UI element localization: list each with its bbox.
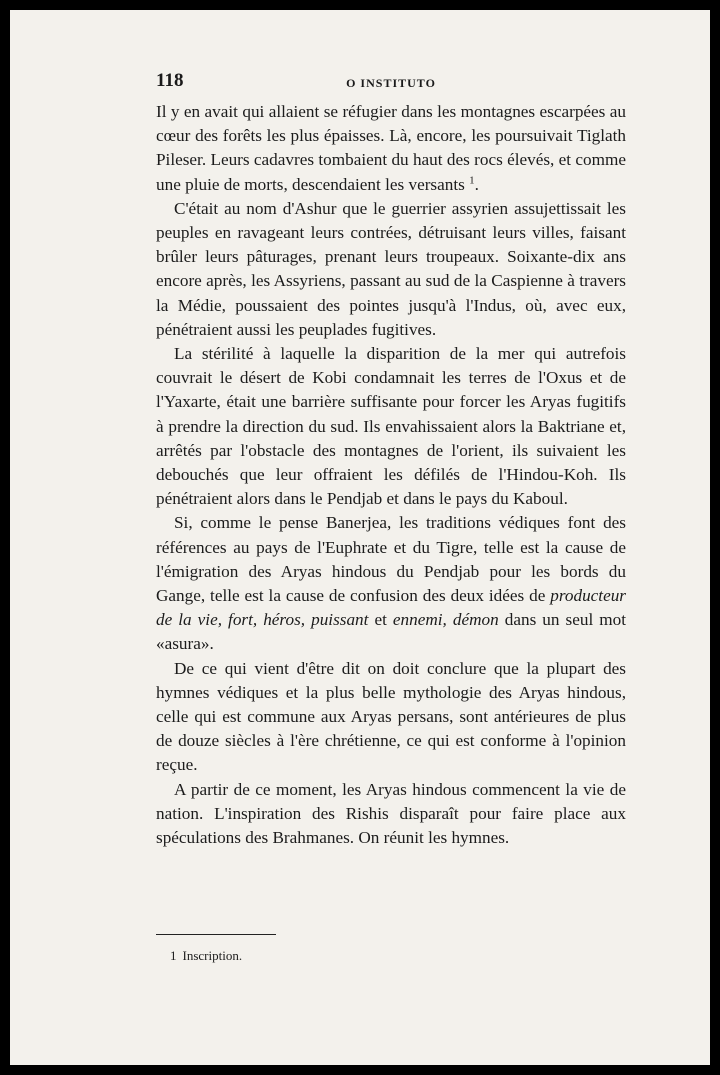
paragraph-2: C'était au nom d'Ashur que le guerrier assyrien assujettissait les peuples en ravageant leurs contrées, détruisant leurs villes, faisant brûler leurs pâturages, prenant leurs troupeaux. Soixante-dix ans encore après, les Assyriens, passant au sud de la Caspienne à travers la Médie, poussaient des pointes jusqu'à l'Indus, où, avec eux, pénétraient aussi les peuplades fugitives. — [156, 198, 626, 339]
paragraph-4-italic-1: producteur de la vie, fort, héros, puissant — [156, 586, 626, 630]
paragraph-4-post: dans un seul mot «asura». — [156, 610, 626, 654]
footnote-divider — [156, 934, 276, 935]
page-number: 118 — [156, 70, 184, 91]
footnote-number: 1 — [170, 948, 177, 963]
paragraph-6: A partir de ce moment, les Aryas hindous commencent la vie de nation. L'inspiration des Rishis disparaît pour faire place aux spéculations des Brahmanes. On réunit les hymnes. — [156, 779, 626, 848]
page-header — [156, 70, 626, 100]
footnote-ref: 1 — [469, 173, 475, 186]
paragraph-1-end: . — [474, 174, 479, 194]
paragraph-4-italic-2: ennemi, démon — [392, 610, 499, 630]
paragraph-5: De ce qui vient d'être dit on doit conclure que la plupart des hymnes védiques et la plus belle mythologie des Aryas hindous, celle qui est commune aux Aryas persans, sont antérieures de plus de douze siècles à l'ère chrétienne, ce qui est conforme à l'opinion reçue. — [156, 658, 626, 775]
paragraph-1-text: Il y en avait qui allaient se réfugier dans les montagnes escarpées au cœur des forêts les plus épaisses. Là, encore, les poursuivait Tiglath Pileser. Leurs cadavres tombaient du haut des rocs élevés, et comme une pluie de morts, descendaient les versants — [156, 102, 626, 194]
paragraph-3: La stérilité à laquelle la disparition de la mer qui autrefois couvrait le désert de Kobi condamnait les terres de l'Oxus et de l'Yaxarte, était une barrière suffisante pour forcer les Aryas fugitifs à prendre la direction du sud. Ils envahissaient alors la Baktriane et, arrêtés par l'obstacle des montagnes de l'orient, ils suivaient les debouchés que leur offraient les défilés de l'Hindou-Koh. Ils pénétraient alors dans le Pendjab et dans le pays du Kaboul. — [156, 344, 626, 509]
running-title: O INSTITUTO — [346, 76, 436, 90]
paragraph-1 — [156, 100, 626, 197]
footnote — [170, 948, 242, 964]
book-page — [10, 10, 710, 1065]
paragraph-4-mid: et — [368, 610, 393, 630]
body-text — [156, 100, 626, 850]
paragraph-4 — [156, 511, 626, 656]
paragraph-4-pre: Si, comme le pense Banerjea, les traditions védiques font des références au pays de l'Euphrate et du Tigre, telle est la cause de l'émigration des Aryas hindous du Pendjab pour les bords du Gange, telle est la cause de confusion des deux idées de — [156, 513, 626, 606]
footnote-text: Inscription. — [182, 948, 243, 963]
